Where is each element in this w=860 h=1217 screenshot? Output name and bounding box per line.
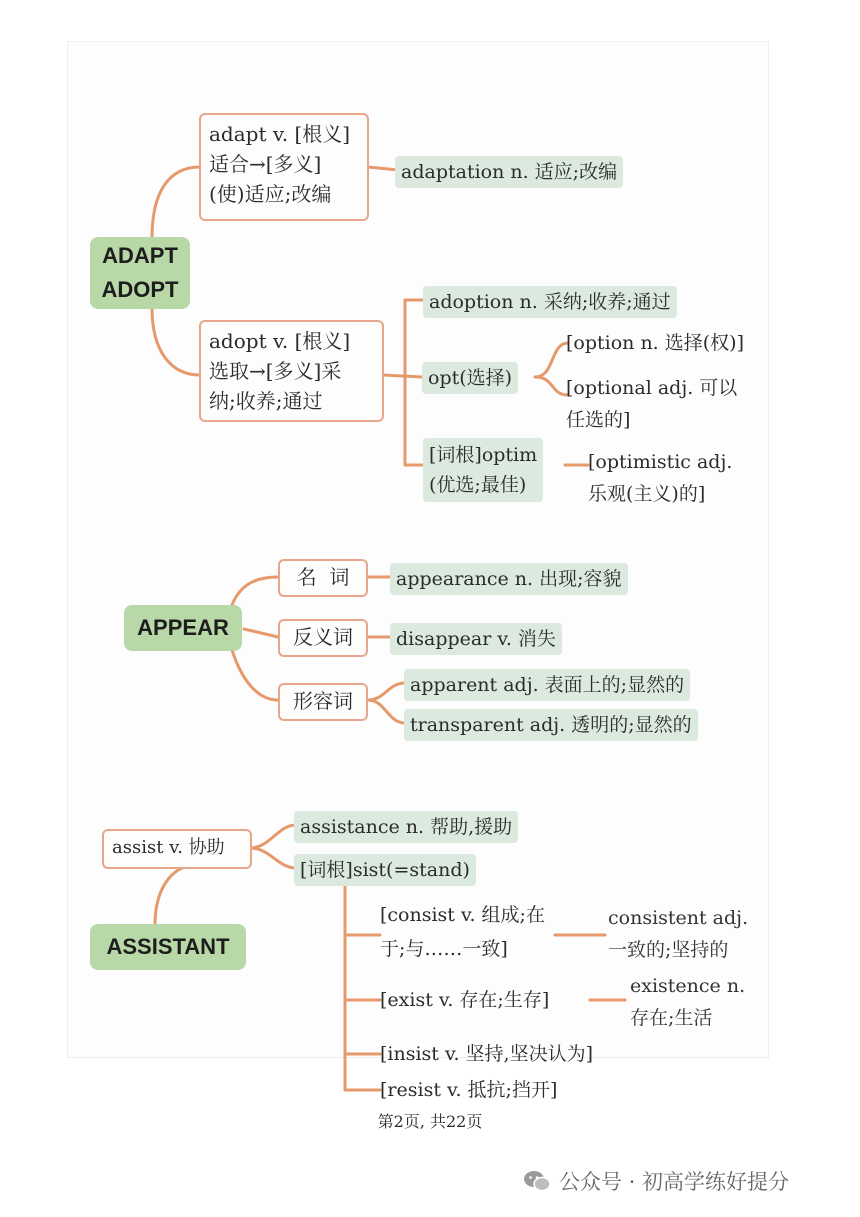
optim-line-1: [词根]optim <box>429 444 538 466</box>
optim-line-2: (优选;最佳) <box>429 474 527 496</box>
consistent-leaf <box>608 902 748 966</box>
assistance-leaf: assistance n. 帮助,援助 <box>294 811 518 843</box>
adapt-definition-box <box>199 113 369 221</box>
insist-leaf: [insist v. 坚持,坚决认为] <box>380 1043 593 1065</box>
option-leaf: [option n. 选择(权)] <box>566 332 744 354</box>
optimistic-line-2: 乐观(主义)的] <box>588 483 706 505</box>
consist-line-1: [consist v. 组成;在 <box>380 904 545 926</box>
existence-line-1: existence n. <box>630 975 746 997</box>
adopt-line-1: adopt v. [根义] <box>209 329 351 353</box>
optional-line-1: [optional adj. 可以 <box>566 377 738 399</box>
root-adopt-label: ADOPT <box>101 277 179 302</box>
optim-root-leaf <box>423 438 543 502</box>
optimistic-leaf <box>588 446 732 510</box>
antonym-label-box: 反义词 <box>278 619 368 657</box>
optional-line-2: 任选的] <box>566 409 631 431</box>
watermark-text: 公众号 · 初高学练好提分 <box>559 1170 790 1194</box>
consist-leaf <box>380 898 545 966</box>
adapt-line-1: adapt v. [根义] <box>209 122 351 146</box>
existence-line-2: 存在;生活 <box>630 1007 713 1029</box>
resist-leaf: [resist v. 抵抗;挡开] <box>380 1079 558 1101</box>
transparent-leaf: transparent adj. 透明的;显然的 <box>404 709 698 741</box>
wechat-icon <box>523 1170 551 1192</box>
consist-line-2: 于;与……一致] <box>380 938 508 960</box>
assist-definition-box: assist v. 协助 <box>102 829 252 869</box>
watermark <box>523 1166 789 1196</box>
disappear-leaf: disappear v. 消失 <box>390 623 562 655</box>
root-adapt-label: ADAPT <box>102 243 178 268</box>
adopt-line-3: 纳;收养;通过 <box>209 389 323 413</box>
optimistic-line-1: [optimistic adj. <box>588 451 733 473</box>
page-number: 第2页, 共22页 <box>377 1112 483 1131</box>
opt-leaf: opt(选择) <box>422 362 518 394</box>
adaptation-leaf: adaptation n. 适应;改编 <box>395 156 623 188</box>
adopt-line-2: 选取→[多义]采 <box>209 359 342 383</box>
exist-leaf: [exist v. 存在;生存] <box>380 989 550 1011</box>
noun-label-box: 名 词 <box>278 559 368 597</box>
adopt-definition-box <box>199 320 384 422</box>
sist-root-leaf: [词根]sist(=stand) <box>294 854 476 886</box>
apparent-leaf: apparent adj. 表面上的;显然的 <box>404 669 690 701</box>
adapt-line-2: 适合→[多义] <box>209 152 322 176</box>
adapt-adopt-root <box>90 237 190 309</box>
consistent-line-1: consistent adj. <box>608 907 749 929</box>
optional-leaf <box>566 372 737 436</box>
adoption-leaf: adoption n. 采纳;收养;通过 <box>423 286 677 318</box>
adjective-label-box: 形容词 <box>278 683 368 721</box>
consistent-line-2: 一致的;坚持的 <box>608 939 729 961</box>
appear-root: APPEAR <box>124 605 242 651</box>
assistant-root: ASSISTANT <box>90 924 246 970</box>
adapt-line-3: (使)适应;改编 <box>209 182 332 206</box>
existence-leaf <box>630 970 745 1034</box>
appearance-leaf: appearance n. 出现;容貌 <box>390 563 628 595</box>
